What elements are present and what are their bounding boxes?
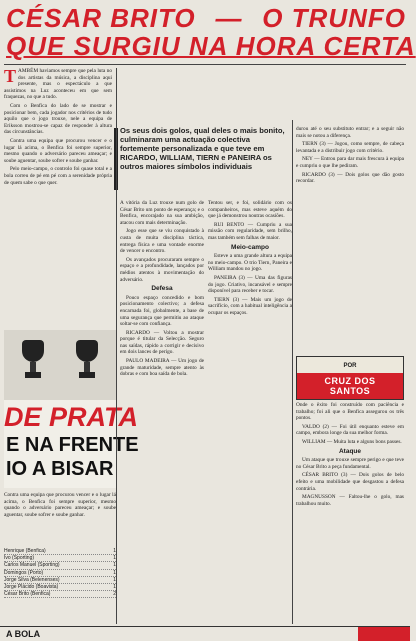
scorers-table bbox=[4, 548, 116, 598]
banner-line-1: DE PRATA bbox=[4, 402, 138, 432]
paragraph: Jogo esse que se viu conquistado à custa de muita disciplina táctica, entrega física e uma vontade enorme de vencer o encontro. bbox=[120, 228, 204, 255]
paragraph: Contra uma equipa que procurou vencer e o lugar lá acima, o Benfica foi sempre superior, mesmo quando o adversário pareceu ameaçar; e soube aguentar, soube sofrer e soube ganhar. bbox=[4, 492, 116, 518]
headline-dash: — bbox=[215, 3, 243, 33]
paragraph: Com o Benfica do lado de se mostrar e posicionar bem, cada jogador nos critérios de tudo aquilo que o jogo trouxe, nele a equipa de Eriksson mostrou-se capaz de responder à altura das circunstâncias. bbox=[4, 102, 112, 136]
table-row: Carlos Manuel (Sporting) 1 bbox=[4, 562, 116, 569]
footer-brand: A BOLA bbox=[6, 629, 41, 639]
paragraph: PAULO MADEIRA — Um jogo de grande maturidade, sempre atento às dobras e com boa saída de bola. bbox=[120, 358, 204, 378]
paragraph: A vitória da Luz trouxe num golo de César Brito um ponto de esperança; e o Benfica, encorajado na sua ambição, atacou com mais determinação. bbox=[120, 200, 204, 226]
paragraph: Esteve a uma grande altura a equipa no meio-campo. O trio Tiern, Paneira e William mandou no jogo. bbox=[208, 253, 292, 273]
column-rule bbox=[292, 120, 293, 624]
paragraph: NEY — Entrou para dar mais frescura à equipa e cumpriu o que lhe pediram. bbox=[296, 156, 404, 169]
paragraph: PANEIRA (3) — Uma das figuras do jogo. Criativo, incansável e sempre disponível para receber e tocar. bbox=[208, 274, 292, 295]
table-row: Jorge Plácido (Boavista) 1 bbox=[4, 584, 116, 591]
footer-stripe bbox=[358, 627, 410, 641]
subhead-meio-campo: Meio-campo bbox=[231, 243, 269, 251]
column-right bbox=[296, 126, 404, 352]
table-row: César Brito (Benfica) 2 bbox=[4, 591, 116, 598]
paragraph: TIERN (3) — Mais um jogo de sacrifício, com a habitual inteligência a ocupar os espaços. bbox=[208, 296, 292, 316]
paragraph: RICARDO — Voltou a mostrar porque é titular da Selecção. Seguro nas saídas, rápido a corrigir e decisivo em dois lances de perigo. bbox=[120, 329, 204, 356]
headline-line-1 bbox=[6, 4, 406, 32]
paragraph: VALDO (2) — Foi útil enquanto esteve em campo, embora longe da sua melhor forma. bbox=[296, 423, 404, 437]
paragraph: durou até o seu substituto entrar; e a seguir não mais se notou a diferença. bbox=[296, 126, 404, 139]
headline-trunfo: O TRUNFO bbox=[262, 3, 406, 33]
paragraph: Contra uma equipa que procurou vencer e o lugar lá acima, o Benfica foi sempre superior, mesmo quando o adversário pareceu ameaçar; e soube aguentar, soube sofrer e soube ganhar. bbox=[4, 137, 112, 164]
paragraph: TIERN (3) — Jogou, como sempre, de cabeça levantada e a distribuir jogo com critério. bbox=[296, 141, 404, 154]
subhead-defesa: Defesa bbox=[151, 285, 173, 293]
paragraph: Onde o êxito foi construído com paciência e trabalho; foi ali que o Benfica assegurou os três pontos. bbox=[296, 402, 404, 422]
table-row: Henrique (Benfica) 1 bbox=[4, 548, 116, 554]
banner-line-2: E NA FRENTE bbox=[6, 434, 139, 456]
headline bbox=[6, 3, 416, 61]
column-left bbox=[4, 68, 112, 326]
table-row: Ivo (Sporting) 1 bbox=[4, 555, 116, 562]
paragraph: AMBÉM haviamos sempre que pela luta no dos artistas da música, a disciplina aqui presente, mas o espectáculo a que assistimos na Luz aconteceu em que sem fraquezas, no que a tudo. bbox=[4, 68, 112, 101]
trophy-icon bbox=[76, 340, 98, 380]
headline-banner bbox=[4, 400, 139, 488]
paragraph: Os avançados procuraram sempre o espaço e a profundidade, lançados por médios atentos à movimentação do adversário. bbox=[120, 256, 204, 283]
paragraph: Tentou ser, e foi, solidário com os companheiros, mas esteve aquém do que já demonstrou noutras ocasiões. bbox=[208, 200, 292, 220]
headline-subline: QUE SURGIU NA HORA CERTA bbox=[6, 31, 416, 61]
paragraph: RUI BENTO — Cumpriu a sua missão com regularidade, sem brilho, mas também sem falhas de maior. bbox=[208, 221, 292, 241]
byline-box bbox=[296, 356, 404, 400]
headline-line-2 bbox=[6, 31, 416, 61]
column-right-lower bbox=[296, 402, 404, 622]
paragraph: Um ataque que trouxe sempre perigo e que teve no César Brito a peça fundamental. bbox=[296, 457, 404, 470]
column-middle-2 bbox=[208, 200, 292, 620]
column-rule bbox=[116, 68, 117, 624]
paragraph: WILLIAM — Muita luta e alguns bons passes. bbox=[302, 438, 402, 445]
banner-line-3: IO A BISAR bbox=[6, 458, 114, 480]
lead-paragraph: Os seus dois golos, qual deles o mais bonito, culminaram uma actuação colectiva fortemente personalizada e que teve em RICARDO, WILLIAM, TIERN e PANEIRA os outros maiores símbolos individuais bbox=[120, 126, 285, 171]
paragraph: CÉSAR BRITO (3) — Dois golos de belo efeito e uma mobilidade que desgastou a defesa contrária. bbox=[296, 472, 404, 492]
trophy-icon bbox=[22, 340, 44, 380]
subhead-ataque: Ataque bbox=[338, 447, 362, 455]
column-middle bbox=[120, 200, 204, 620]
page-footer bbox=[0, 626, 410, 641]
byline-por: POR bbox=[343, 363, 357, 369]
headline-rule bbox=[4, 64, 406, 65]
headline-name: CÉSAR BRITO bbox=[6, 3, 196, 33]
table-row: Jorge Silva (Belenenses) 1 bbox=[4, 576, 116, 583]
paragraph: MAGNUSSON — Faltou-lhe o golo, mas trabalhou muito. bbox=[296, 494, 404, 507]
table-row: Domingos (Porto) 1 bbox=[4, 569, 116, 576]
paragraph: Pouco espaço concedido e bom posicionamento colectivo; a defesa encarnada foi, globalmente, a base de uma segurança que permitiu ao ataque soltar-se com confiança. bbox=[120, 294, 204, 328]
byline-author: CRUZ DOS SANTOS bbox=[297, 373, 403, 399]
drop-cap: T bbox=[4, 66, 17, 86]
paragraph: Pelo meio-campo, o controlo foi quase total e a bola correu de pé em pé com a serenidade própria de quem sabe o que quer. bbox=[4, 166, 112, 186]
column-left-lower bbox=[4, 492, 116, 546]
paragraph: RICARDO (3) — Dois golos que dão gosto recordar. bbox=[296, 171, 404, 185]
trophy-photo bbox=[4, 330, 116, 410]
